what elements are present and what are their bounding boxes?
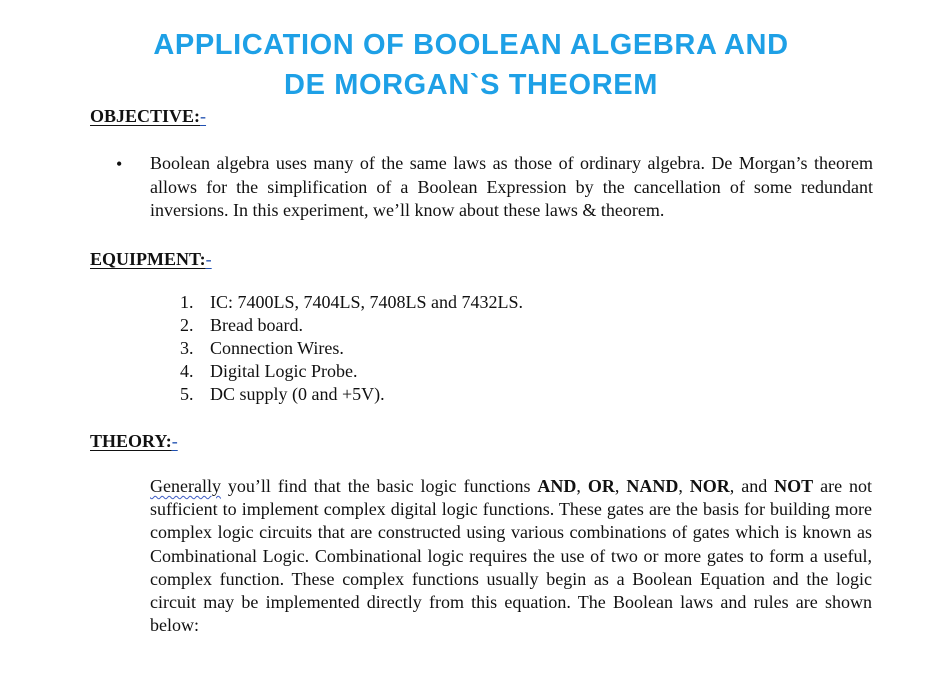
- equipment-list-item: [180, 360, 523, 383]
- equipment-list-item: [180, 383, 523, 406]
- list-number: 4.: [180, 361, 194, 381]
- keyword-or: OR: [587, 476, 615, 496]
- separator: , and: [729, 476, 775, 496]
- list-item-text: IC: 7400LS, 7404LS, 7408LS and 7432LS.: [210, 292, 524, 312]
- theory-heading-text: THEORY:: [90, 431, 172, 451]
- objective-heading: [90, 105, 206, 127]
- list-item-text: Digital Logic Probe.: [210, 361, 358, 381]
- equipment-list-item: [180, 291, 523, 314]
- objective-bullet-item: [116, 152, 873, 223]
- equipment-list-item: [180, 337, 523, 360]
- objective-heading-dash: -: [200, 106, 207, 126]
- theory-text-part: you’ll find that the basic logic functions: [220, 476, 538, 496]
- keyword-and: AND: [537, 476, 577, 496]
- theory-text-rest: are not sufficient to implement complex digital logic functions. These gates are the basis for building more complex logic circuits that are constructed using various combinations of gates which is known as Combinational Logic. Combinational logic requires the use of two or more gates to form a useful, complex function. These complex functions usually begin as a Boolean Equation and the logic circuit may be implemented directly from this equation. The Boolean laws and rules are shown below:: [150, 476, 873, 636]
- list-number: 3.: [180, 338, 194, 358]
- separator: ,: [576, 476, 588, 496]
- separator: ,: [614, 476, 627, 496]
- equipment-heading-text: EQUIPMENT:: [90, 249, 206, 269]
- page-title-line-1: APPLICATION OF BOOLEAN ALGEBRA AND: [153, 29, 789, 61]
- list-number: 5.: [180, 384, 194, 404]
- equipment-heading: [90, 248, 212, 270]
- spellcheck-marked-word: Generally: [150, 476, 221, 496]
- equipment-list-item: [180, 314, 523, 337]
- page-title-line-2: DE MORGAN`S THEOREM: [284, 69, 658, 101]
- list-number: 1.: [180, 292, 194, 312]
- list-item-text: Bread board.: [210, 315, 303, 335]
- keyword-nand: NAND: [626, 476, 679, 496]
- theory-heading: [90, 430, 178, 452]
- keyword-not: NOT: [774, 476, 814, 496]
- equipment-heading-dash: -: [205, 249, 212, 269]
- list-number: 2.: [180, 315, 194, 335]
- objective-heading-text: OBJECTIVE:: [90, 106, 201, 126]
- list-item-text: Connection Wires.: [210, 338, 344, 358]
- bullet-icon: •: [116, 154, 123, 174]
- list-item-text: DC supply (0 and +5V).: [210, 384, 385, 404]
- objective-paragraph: Boolean algebra uses many of the same laws as those of ordinary algebra. De Morgan’s theorem allows for the simplification of a Boolean Expression by the cancellation of some redundant inversions. In this experiment, we’ll know about these laws & theorem.: [150, 153, 873, 220]
- keyword-nor: NOR: [689, 476, 730, 496]
- theory-paragraph: [150, 475, 872, 637]
- separator: ,: [678, 476, 690, 496]
- theory-heading-dash: -: [171, 431, 178, 451]
- equipment-list: [180, 291, 523, 406]
